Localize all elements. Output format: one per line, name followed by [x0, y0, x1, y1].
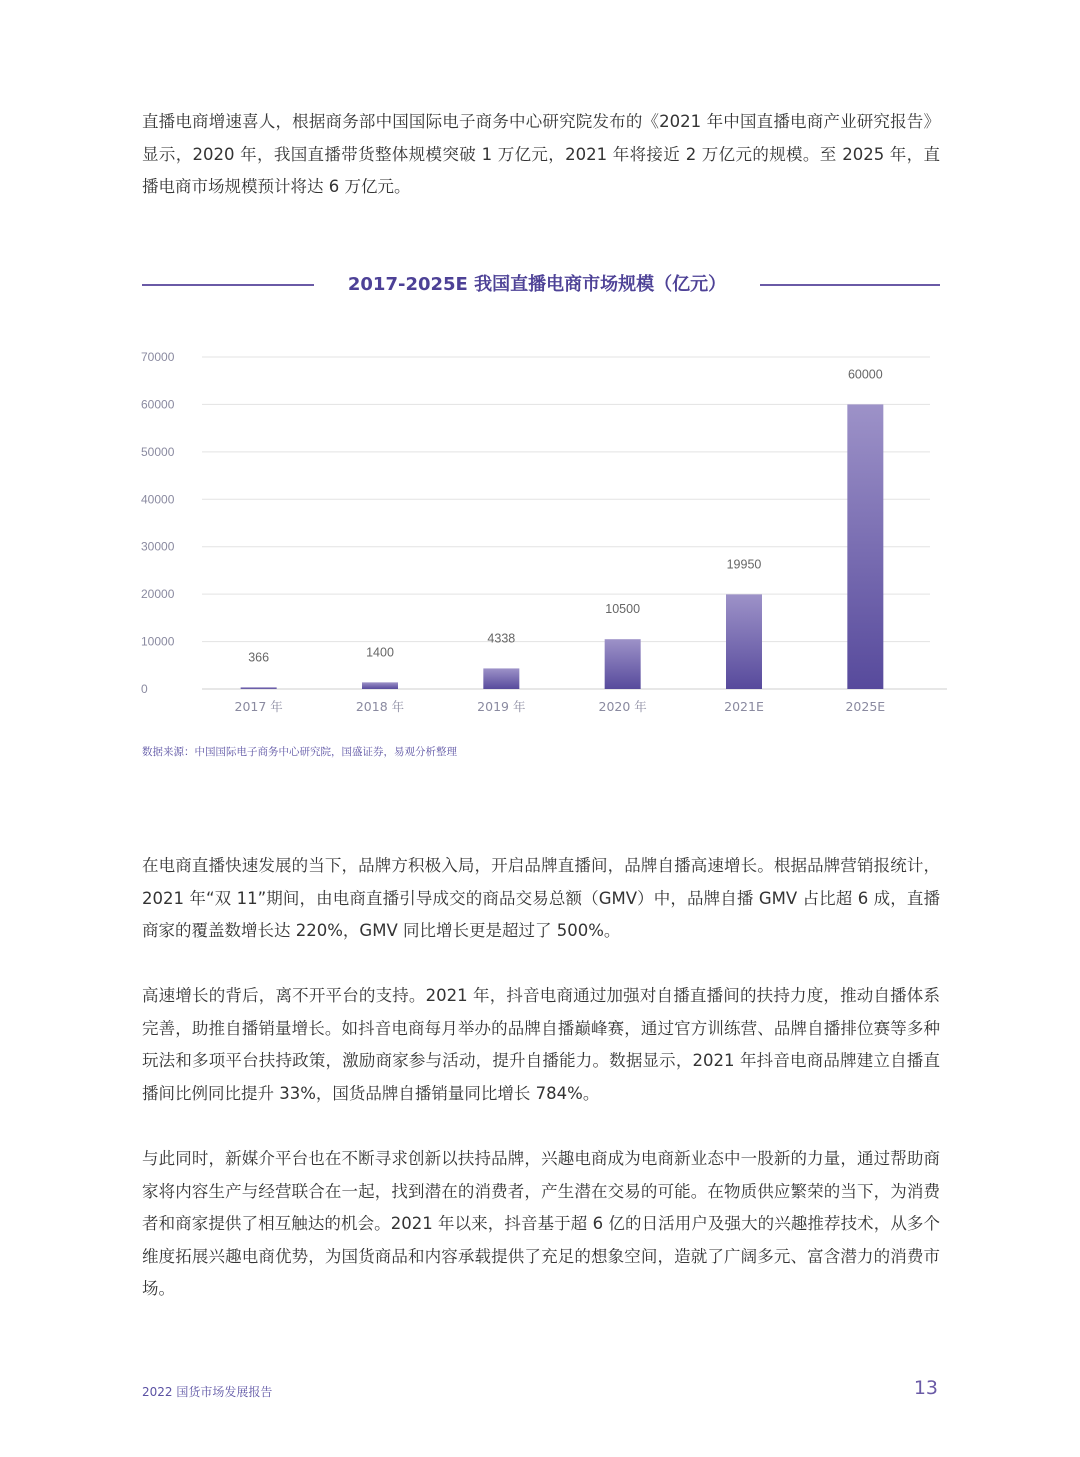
bar-chart [120, 335, 960, 725]
body-paragraph-platform-support: 高速增长的背后，离不开平台的支持。2021 年，抖音电商通过加强对自播直播间的扶持力度，推动自播体系完善，助推自播销量增长。如抖音电商每月举办的品牌自播巅峰赛，通过官方训练营、品牌自播排位赛等多种玩法和多项平台扶持政策，激励商家参与活动，提升自播能力。数据显示，2021 年抖音电商品牌建立自播直播间比例同比提升 33%，国货品牌自播销量同比增长 784%。 [142, 986, 940, 1103]
data-label: 19950 [726, 557, 762, 572]
data-label: 1400 [366, 645, 394, 660]
body-paragraph-interest-ecommerce: 与此同时，新媒介平台也在不断寻求创新以扶持品牌，兴趣电商成为电商新业态中一股新的力量，通过帮助商家将内容生产与经营联合在一起，找到潜在的消费者，产生潜在交易的可能。在物质供应繁荣的当下，为消费者和商家提供了相互触达的机会。2021 年以来，抖音基于超 6 亿的日活用户及强大的兴趣推荐技术，从多个维度拓展兴趣电商优势，为国货商品和内容承载提供了充足的想象空间，造就了广阔多元、富含潜力的消费市场。 [142, 1149, 940, 1298]
bar-2021E [726, 594, 762, 689]
chart-title: 2017-2025E 我国直播电商市场规模（亿元） [347, 274, 727, 295]
chart-title-row [142, 268, 940, 302]
data-label: 366 [248, 650, 270, 665]
bar-2025E [847, 404, 883, 689]
title-rule-left [142, 284, 314, 286]
body-paragraph-brand-live: 在电商直播快速发展的当下，品牌方积极入局，开启品牌直播间，品牌自播高速增长。根据品牌营销报统计，2021 年“双 11”期间，由电商直播引导成交的商品交易总额（GMV）中，品牌自播 GMV 占比超 6 成，直播商家的覆盖数增长达 220%，GMV 同比增长更是超过了 500%。 [142, 856, 940, 940]
x-tick-label: 2021E [724, 699, 764, 714]
intro-paragraph: 直播电商增速喜人，根据商务部中国国际电子商务中心研究院发布的《2021 年中国直播电商产业研究报告》显示，2020 年，我国直播带货整体规模突破 1 万亿元，2021 年将接近 2 万亿元的规模。至 2025 年，直播电商市场规模预计将达 6 万亿元。 [142, 112, 940, 196]
data-label: 60000 [847, 367, 883, 382]
title-rule-right [760, 284, 940, 286]
y-tick-label: 40000 [141, 492, 175, 507]
x-tick-label: 2019 年 [477, 699, 526, 714]
data-label: 10500 [605, 602, 641, 617]
y-tick-label: 30000 [141, 539, 175, 554]
x-tick-label: 2020 年 [598, 699, 647, 714]
data-label: 4338 [487, 631, 516, 646]
y-tick-label: 10000 [141, 634, 175, 649]
y-tick-label: 70000 [141, 350, 175, 364]
page-number: 13 [913, 1377, 938, 1399]
x-tick-label: 2018 年 [355, 699, 405, 714]
data-source-note: 数据来源：中国国际电子商务中心研究院，国盛证券，易观分析整理 [142, 746, 457, 758]
x-tick-label: 2025E [845, 699, 886, 714]
bar-2020 [605, 639, 641, 689]
bar-2019 [483, 668, 519, 689]
x-tick-label: 2017 年 [234, 699, 283, 714]
bar-2017 [241, 687, 277, 689]
y-tick-label: 0 [141, 682, 148, 696]
y-tick-label: 20000 [141, 587, 175, 602]
y-tick-label: 60000 [141, 397, 175, 412]
footer-report-title: 2022 国货市场发展报告 [142, 1385, 273, 1399]
y-tick-label: 50000 [141, 444, 175, 459]
bar-2018 [362, 682, 398, 689]
